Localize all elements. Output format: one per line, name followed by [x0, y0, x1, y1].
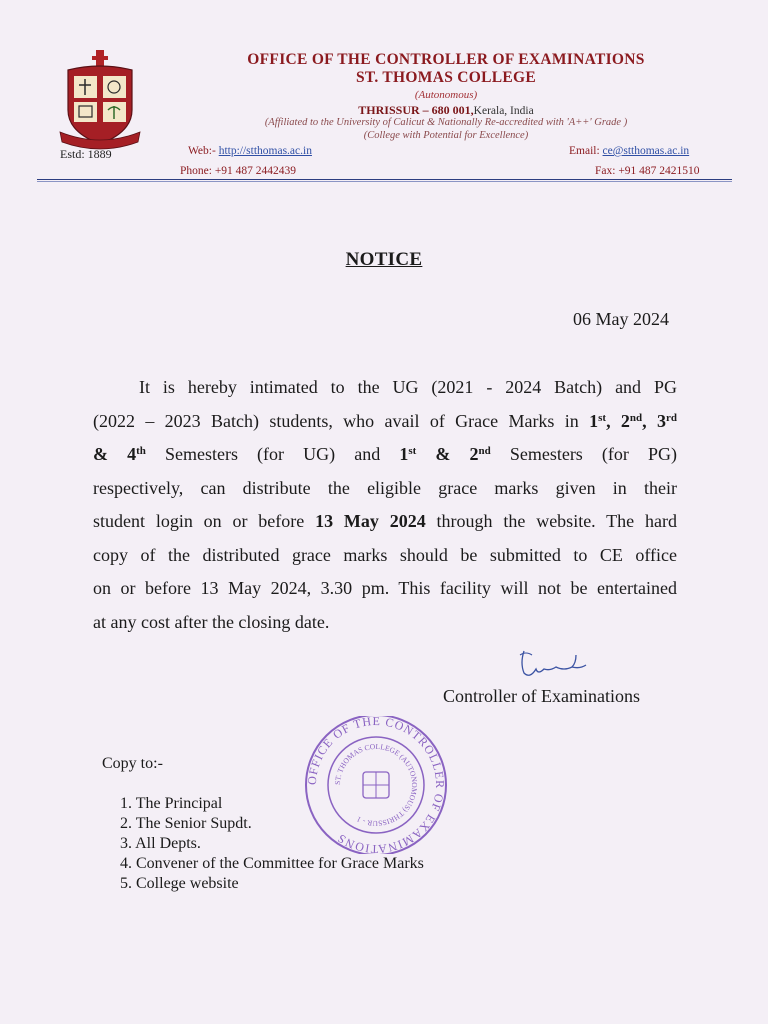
- list-item: 2. The Senior Supdt.: [120, 815, 252, 832]
- phone-number: Phone: +91 487 2442439: [180, 165, 297, 177]
- office-title: OFFICE OF THE CONTROLLER OF EXAMINATIONS: [247, 51, 645, 68]
- line-text: through the website. The hard: [425, 511, 677, 531]
- semester-ordinal: 1st: [589, 411, 607, 431]
- notice-line: (2022 – 2023 Batch) students, who avail of Grace Marks in 1st, 2nd, 3rd: [93, 411, 678, 431]
- list-item: 3. All Depts.: [120, 835, 201, 852]
- email-contact: [569, 145, 689, 157]
- website-link[interactable]: http://stthomas.ac.in: [218, 145, 312, 157]
- copy-recipient-list: [120, 794, 424, 894]
- notice-line: [93, 539, 677, 571]
- line-text: Semesters (for UG) and: [145, 444, 400, 464]
- signatory-title: Controller of Examinations: [443, 686, 640, 706]
- line-text: Semesters (for PG): [490, 444, 677, 464]
- web-label: Web:-: [188, 145, 216, 157]
- autonomous-label: (Autonomous): [414, 89, 478, 101]
- seal-outer-text: OFFICE OF THE CONTROLLER OF EXAMINATIONS: [304, 716, 448, 854]
- notice-line: [93, 371, 677, 403]
- line-text: It is hereby intimated to the UG (2021 - 2024 Batch) and PG: [139, 377, 677, 397]
- notice-line: [93, 572, 677, 604]
- website-contact: [188, 145, 312, 157]
- list-item: 1. The Principal: [120, 795, 223, 812]
- fax-number: Fax: +91 487 2421510: [595, 165, 700, 177]
- email-label: Email:: [569, 145, 600, 157]
- cpe-line: (College with Potential for Excellence): [363, 130, 529, 141]
- semester-ordinal: 1st & 2nd: [399, 444, 491, 464]
- line-text: student login on or before: [93, 511, 316, 531]
- handwritten-signature: [516, 645, 588, 681]
- list-item: 4. Convener of the Committee for Grace Marks: [120, 855, 424, 872]
- line-text: copy of the distributed grace marks should be submitted to CE office: [93, 545, 677, 565]
- notice-heading: NOTICE: [345, 249, 423, 270]
- semester-ordinal: & 4th: [93, 444, 146, 464]
- letterhead-divider: [37, 179, 732, 180]
- college-address: [190, 103, 702, 118]
- list-item: 5. College website: [120, 875, 239, 892]
- semester-ordinal: 3rd: [657, 411, 678, 431]
- semester-ordinal: 2nd: [620, 411, 643, 431]
- line-text: on or before 13 May 2024, 3.30 pm. This facility will not be entertained: [93, 578, 677, 598]
- line-text: (2022 – 2023 Batch) students, who avail of Grace Marks in: [93, 411, 590, 431]
- letterhead-divider-secondary: [37, 181, 732, 182]
- address-city: THRISSUR – 680 001,: [358, 103, 474, 117]
- college-name: ST. THOMAS COLLEGE: [355, 69, 537, 86]
- notice-line: [93, 606, 677, 638]
- address-state: Kerala, India: [473, 105, 534, 117]
- email-link[interactable]: ce@stthomas.ac.in: [602, 145, 690, 157]
- notice-line: [93, 505, 677, 537]
- notice-line: [93, 438, 677, 470]
- copy-to-label: Copy to:-: [102, 755, 163, 772]
- notice-date: 06 May 2024: [573, 309, 669, 329]
- line-text: at any cost after the closing date.: [93, 612, 330, 632]
- line-text: respectively, can distribute the eligible grace marks given in their: [93, 478, 677, 498]
- notice-line: [93, 472, 677, 504]
- college-crest-logo: [58, 48, 142, 152]
- seal-inner-text: ST. THOMAS COLLEGE (AUTONOMOUS) THRISSUR - 1: [332, 741, 420, 829]
- deadline-date: 13 May 2024: [315, 511, 426, 531]
- affiliation-line: (Affiliated to the University of Calicut & Nationally Re-accredited with 'A++' Grade ): [264, 117, 628, 128]
- established-year: Estd: 1889: [60, 147, 112, 161]
